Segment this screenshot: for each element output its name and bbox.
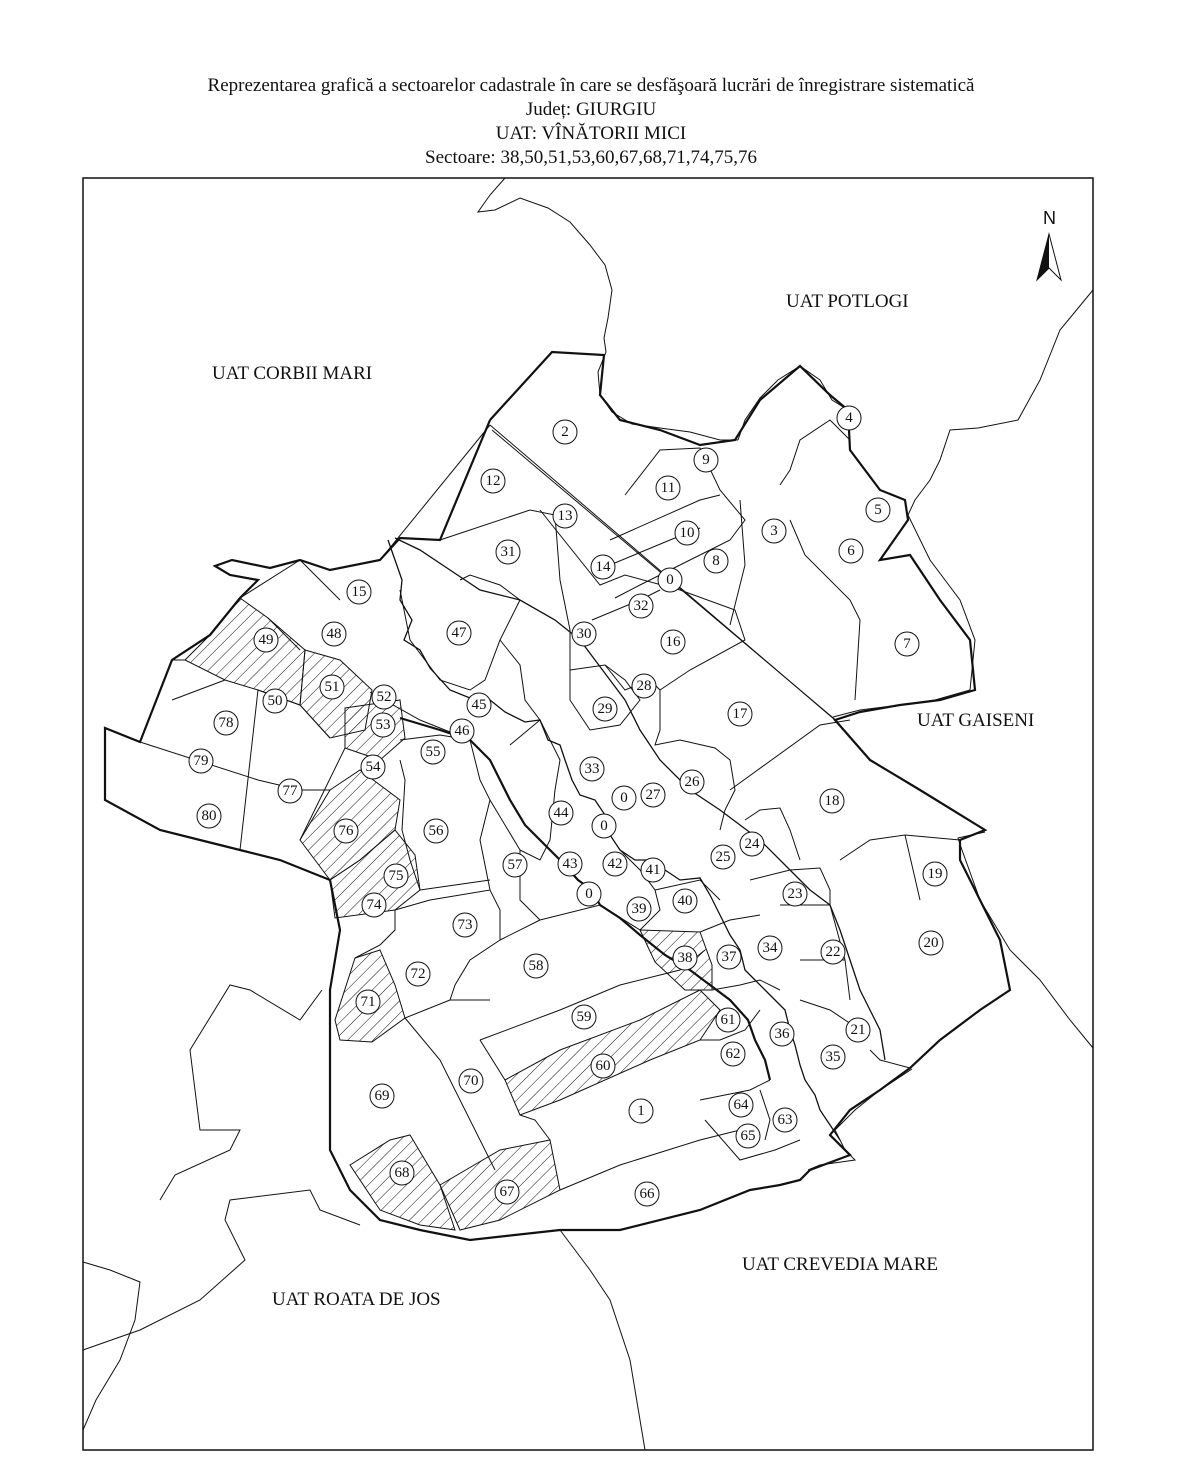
sector-marker [673, 946, 697, 970]
sector-marker [421, 740, 445, 764]
sector-marker [593, 697, 617, 721]
sector-number: 5 [874, 502, 882, 518]
sector-number: 9 [702, 452, 710, 468]
sector-number: 50 [267, 693, 283, 709]
sector-number: 74 [366, 897, 382, 913]
sector-number: 26 [684, 774, 700, 790]
sector-number: 20 [923, 935, 939, 951]
sector-marker [496, 540, 520, 564]
sector-marker [447, 621, 471, 645]
sector-marker [334, 819, 358, 843]
sector-number: 61 [720, 1012, 736, 1028]
sector-number: 12 [485, 473, 501, 489]
sector-number: 22 [825, 944, 841, 960]
sector-number: 42 [607, 856, 623, 872]
sector-number: 17 [732, 706, 748, 722]
sector-number: 63 [777, 1112, 793, 1128]
sector-number: 37 [721, 949, 737, 965]
title-sectors: Sectoare: 38,50,51,53,60,67,68,71,74,75,76 [425, 147, 757, 168]
sector-number: 10 [679, 525, 695, 541]
sector-marker [846, 1018, 870, 1042]
sector-number: 0 [666, 572, 674, 588]
sector-number: 38 [677, 950, 693, 966]
sector-marker [711, 845, 735, 869]
sector-number: 6 [847, 543, 855, 559]
sector-number: 62 [725, 1046, 741, 1062]
sector-marker [656, 476, 680, 500]
sector-number: 40 [677, 893, 693, 909]
sector-marker [641, 858, 665, 882]
sector-number: 18 [824, 793, 840, 809]
sector-marker [553, 504, 577, 528]
sector-marker [675, 521, 699, 545]
sector-number: 25 [715, 849, 731, 865]
neighbor-label-crevedia-mare: UAT CREVEDIA MARE [742, 1254, 938, 1275]
sector-number: 77 [282, 783, 298, 799]
sector-marker [263, 689, 287, 713]
sector-number: 58 [528, 958, 544, 974]
sector-number: 79 [193, 753, 209, 769]
sector-number: 47 [451, 625, 467, 641]
sector-marker [820, 789, 844, 813]
neighbor-label-potlogi: UAT POTLOGI [786, 291, 909, 312]
sector-number: 0 [600, 818, 608, 834]
sector-marker [450, 719, 474, 743]
sector-marker [680, 770, 704, 794]
sector-marker [895, 632, 919, 656]
sector-number: 35 [825, 1049, 841, 1065]
sector-number: 24 [744, 836, 760, 852]
sector-marker [635, 1182, 659, 1206]
sector-marker [923, 862, 947, 886]
sector-number: 66 [639, 1186, 655, 1202]
sector-number: 0 [620, 790, 628, 806]
neighbor-label-gaiseni: UAT GAISENI [917, 710, 1035, 731]
sector-marker [503, 853, 527, 877]
sector-marker [524, 954, 548, 978]
sector-marker [495, 1180, 519, 1204]
north-arrow [1037, 208, 1061, 280]
sector-number: 48 [326, 626, 342, 642]
sector-marker [572, 622, 596, 646]
sector-number: 46 [454, 723, 470, 739]
sector-marker [278, 779, 302, 803]
sector-number: 3 [770, 523, 778, 539]
sector-number: 34 [762, 940, 778, 956]
sector-number: 16 [665, 634, 681, 650]
sector-number: 39 [631, 901, 647, 917]
sector-marker [592, 814, 616, 838]
sector-marker [629, 1099, 653, 1123]
sector-marker [549, 801, 573, 825]
sector-number: 53 [375, 717, 391, 733]
sector-marker [821, 940, 845, 964]
sector-number: 19 [927, 866, 943, 882]
sector-marker [577, 882, 601, 906]
sector-number: 71 [360, 994, 376, 1010]
sector-marker [322, 622, 346, 646]
sector-marker [629, 594, 653, 618]
sector-marker [467, 693, 491, 717]
sector-marker [361, 755, 385, 779]
sector-number: 67 [499, 1184, 515, 1200]
sector-number: 2 [561, 424, 569, 440]
sector-marker [758, 936, 782, 960]
sector-marker [839, 539, 863, 563]
sector-number: 68 [394, 1165, 410, 1181]
sector-marker [658, 568, 682, 592]
sector-number: 69 [374, 1088, 390, 1104]
sector-number: 13 [557, 508, 573, 524]
sector-marker [390, 1161, 414, 1185]
sector-number: 0 [585, 886, 593, 902]
sector-marker [661, 630, 685, 654]
sector-marker [673, 889, 697, 913]
sector-marker [721, 1042, 745, 1066]
sector-number: 55 [425, 744, 441, 760]
sector-number: 72 [410, 966, 426, 982]
title-uat: UAT: VÎNĂTORII MICI [495, 123, 687, 144]
sector-number: 57 [507, 857, 523, 873]
sector-marker [729, 1093, 753, 1117]
sector-number: 1 [637, 1103, 645, 1119]
sector-marker [783, 882, 807, 906]
sector-marker [197, 804, 221, 828]
sector-marker [603, 852, 627, 876]
sector-marker [591, 1054, 615, 1078]
sector-number: 78 [218, 715, 234, 731]
sector-marker [821, 1045, 845, 1069]
sector-marker [372, 685, 396, 709]
sector-number: 43 [562, 856, 578, 872]
sector-marker [641, 783, 665, 807]
title-line-1: Reprezentarea grafică a sectoarelor cadastrale în care se desfăşoară lucrări de înregistrare sistematică [207, 75, 975, 96]
sector-marker [580, 757, 604, 781]
sector-number: 51 [324, 679, 340, 695]
sector-number: 27 [645, 787, 661, 803]
sector-marker [214, 711, 238, 735]
sector-number: 49 [258, 632, 274, 648]
sector-number: 64 [733, 1097, 749, 1113]
sector-marker [627, 897, 651, 921]
sector-marker [704, 549, 728, 573]
sector-number: 11 [660, 480, 676, 496]
sector-number: 15 [351, 584, 367, 600]
sector-number: 28 [636, 678, 652, 694]
sector-marker [716, 1008, 740, 1032]
sector-number: 32 [633, 598, 649, 614]
sector-marker [254, 628, 278, 652]
neighbor-label-roata-de-jos: UAT ROATA DE JOS [272, 1289, 441, 1310]
sector-marker [612, 786, 636, 810]
sector-number: 21 [850, 1022, 866, 1038]
sector-number: 29 [597, 701, 613, 717]
sector-number: 76 [338, 823, 354, 839]
sector-number: 60 [595, 1058, 611, 1074]
sector-marker [553, 420, 577, 444]
sector-marker [919, 931, 943, 955]
sector-marker [362, 893, 386, 917]
sector-marker [736, 1124, 760, 1148]
sector-number: 14 [595, 559, 611, 575]
sector-number: 23 [787, 886, 803, 902]
sector-marker [370, 1084, 394, 1108]
sector-number: 33 [584, 761, 600, 777]
north-label: N [1043, 208, 1056, 228]
sector-number: 44 [553, 805, 569, 821]
sector-marker [762, 519, 786, 543]
sector-number: 36 [774, 1026, 790, 1042]
sector-marker [740, 832, 764, 856]
sector-marker [717, 945, 741, 969]
sector-number: 41 [645, 862, 661, 878]
sector-marker [728, 702, 752, 726]
sector-number: 56 [428, 823, 444, 839]
sector-marker [459, 1069, 483, 1093]
sector-number: 80 [201, 808, 217, 824]
sector-number: 4 [845, 410, 853, 426]
sector-marker [356, 990, 380, 1014]
sector-marker [371, 713, 395, 737]
sector-marker [694, 448, 718, 472]
sector-marker [406, 962, 430, 986]
sector-number: 59 [576, 1009, 592, 1025]
sector-marker [189, 749, 213, 773]
sector-number: 75 [388, 868, 404, 884]
sector-number: 7 [903, 636, 911, 652]
sector-number: 54 [365, 759, 381, 775]
sector-number: 70 [463, 1073, 479, 1089]
sector-marker [866, 498, 890, 522]
sector-marker [572, 1005, 596, 1029]
sector-marker [384, 864, 408, 888]
sector-marker [453, 913, 477, 937]
sector-number: 73 [457, 917, 473, 933]
title-county: Județ: GIURGIU [525, 99, 657, 120]
sector-marker [347, 580, 371, 604]
sector-marker [558, 852, 582, 876]
sector-marker [773, 1108, 797, 1132]
sector-marker [770, 1022, 794, 1046]
sector-number: 31 [500, 544, 516, 560]
sector-number: 30 [576, 626, 592, 642]
sector-number: 8 [712, 553, 720, 569]
sector-marker [320, 675, 344, 699]
neighbor-label-corbii-mari: UAT CORBII MARI [212, 363, 373, 384]
sector-marker [481, 469, 505, 493]
sector-marker [424, 819, 448, 843]
sector-marker [632, 674, 656, 698]
sector-marker [837, 406, 861, 430]
sector-number: 45 [471, 697, 487, 713]
sector-number: 52 [376, 689, 392, 705]
sector-number: 65 [740, 1128, 756, 1144]
sector-marker [591, 555, 615, 579]
